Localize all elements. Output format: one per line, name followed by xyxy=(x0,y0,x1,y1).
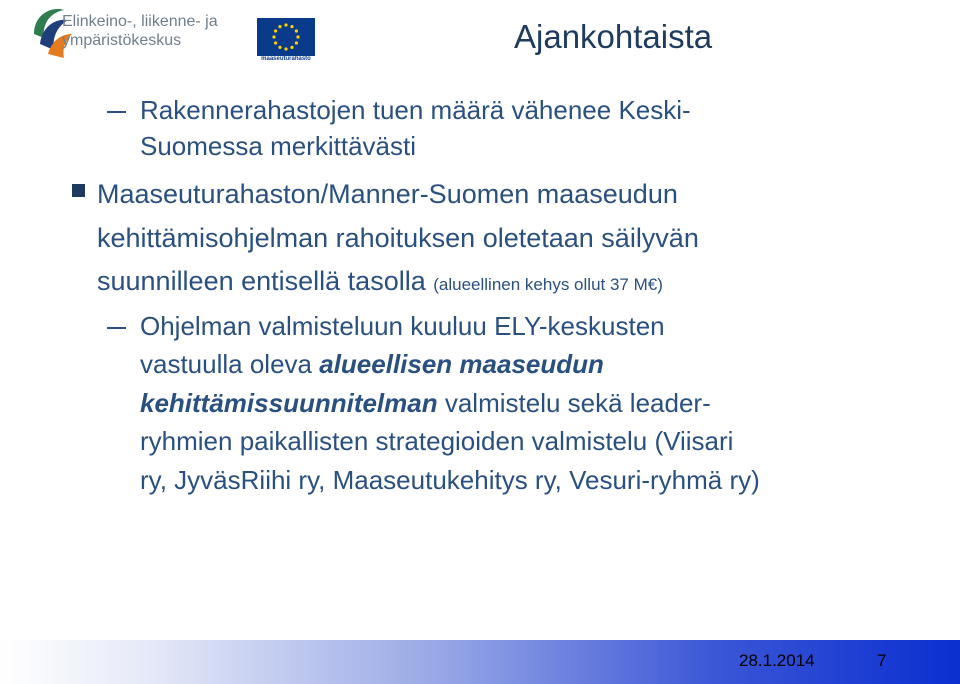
bullet-3-line-5: ry, JyväsRiihi ry, Maaseutukehitys ry, Vesuri-ryhmä ry) xyxy=(140,465,760,495)
org-name: Elinkeino-, liikenne- ja ympäristökeskus xyxy=(62,13,218,49)
square-bullet xyxy=(72,184,85,197)
bullet-2-line-2: kehittämisohjelman rahoituksen oletetaan säilyvän xyxy=(97,223,699,253)
slide-title: Ajankohtaista xyxy=(514,18,713,55)
footer-bar xyxy=(0,640,960,684)
bullet-1-line-1: Rakennerahastojen tuen määrä vähenee Keski- xyxy=(140,95,691,125)
bullet-3-line-2: vastuulla oleva alueellisen maaseudun xyxy=(140,349,604,379)
dash-bullet xyxy=(107,327,126,329)
budget-note: (alueellinen kehys ollut 37 M€) xyxy=(433,275,663,294)
bullet-2-line-3: suunnilleen entisellä tasolla (alueellinen kehys ollut 37 M€) xyxy=(97,266,663,296)
bullet-2-line-1: Maaseuturahaston/Manner-Suomen maaseudun xyxy=(97,179,678,209)
eu-flag-icon xyxy=(257,18,315,56)
footer-date: 28.1.2014 xyxy=(739,651,815,670)
eu-fund-label: maaseuturahasto xyxy=(261,56,311,62)
dash-bullet xyxy=(107,111,126,113)
bullet-1-line-2: Suomessa merkittävästi xyxy=(140,131,416,161)
bullet-3-line-4: ryhmien paikallisten strategioiden valmistelu (Viisari xyxy=(140,426,734,456)
bullet-3-line-1: Ohjelman valmisteluun kuuluu ELY-keskusten xyxy=(140,311,665,341)
page-number: 7 xyxy=(877,651,887,670)
bullet-3-line-3: kehittämissuunnitelman valmistelu sekä leader- xyxy=(140,388,711,418)
